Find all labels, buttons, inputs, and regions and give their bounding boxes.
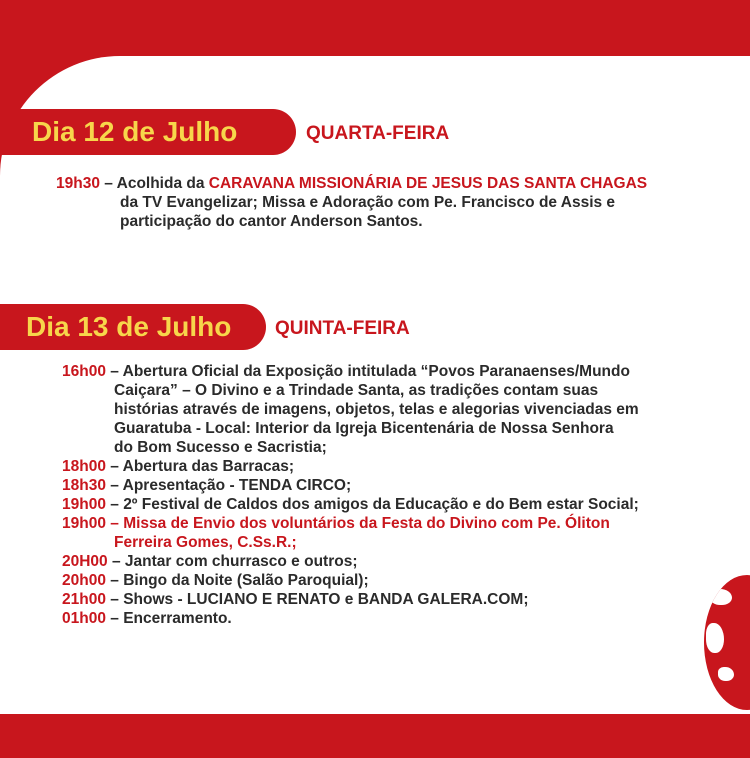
top-band: [0, 0, 750, 56]
event-text: 2º Festival de Caldos dos amigos da Educação e do Bem estar Social;: [123, 496, 639, 513]
event-text: Apresentação - TENDA CIRCO;: [122, 477, 352, 494]
event-time: 18h00: [62, 458, 106, 475]
bottom-band: [0, 714, 750, 758]
list-item: [62, 590, 742, 609]
event-text: Shows - LUCIANO E RENATO e BANDA GALERA.COM;: [123, 591, 529, 608]
list-item: [62, 362, 742, 457]
list-item: [62, 609, 742, 628]
event-text: Abertura Oficial da Exposição intitulada “Povos Paranaenses/Mundo: [122, 363, 630, 380]
event-time: 19h00: [62, 496, 106, 513]
event-line-2: Caiçara” – O Divino e a Trindade Santa, as tradições contam suas: [114, 382, 599, 399]
event-time: 18h30: [62, 477, 106, 494]
event-sep: –: [107, 553, 125, 570]
event-line-3: histórias através de imagens, objetos, telas e alegorias vivenciadas em: [114, 401, 639, 418]
day-1-event: [56, 174, 716, 231]
event-sep: –: [105, 496, 124, 513]
event-time: 01h00: [62, 610, 106, 627]
event-text: Jantar com churrasco e outros;: [124, 553, 358, 570]
event-line-2: Ferreira Gomes, C.Ss.R.;: [114, 534, 297, 551]
list-item: [62, 495, 742, 514]
list-item: [62, 457, 742, 476]
event-text: Abertura das Barracas;: [122, 458, 295, 475]
event-text: Missa de Envio dos voluntários da Festa do Divino com Pe. Óliton: [123, 515, 610, 532]
list-item: [62, 571, 742, 590]
list-item: [62, 476, 742, 495]
list-item: [62, 552, 742, 571]
event-sep: –: [105, 572, 124, 589]
event-sep: –: [105, 477, 123, 494]
event-line-5: do Bom Sucesso e Sacristia;: [114, 439, 327, 456]
event-text: Encerramento.: [123, 610, 232, 627]
day-2-date: Dia 13 de Julho: [26, 311, 232, 342]
event-time: 16h00: [62, 363, 106, 380]
event-text: Bingo da Noite (Salão Paroquial);: [123, 572, 369, 589]
day-1-pill: [0, 109, 296, 155]
event-sep: –: [105, 363, 123, 380]
day-2-weekday: QUINTA-FEIRA: [275, 318, 410, 339]
day-2-events: [62, 362, 742, 628]
event-sep: –: [99, 175, 117, 192]
event-time: 19h30: [56, 175, 100, 192]
event-text: Acolhida da: [116, 175, 209, 192]
event-line-2: da TV Evangelizar; Missa e Adoração com Pe. Francisco de Assis e: [120, 194, 616, 211]
day-1-date: Dia 12 de Julho: [32, 116, 238, 147]
day-2-pill: [0, 304, 266, 350]
event-highlight: CARAVANA MISSIONÁRIA DE JESUS DAS SANTA CHAGAS: [208, 175, 648, 192]
event-time: 21h00: [62, 591, 106, 608]
event-sep: –: [105, 515, 124, 532]
event-sep: –: [105, 610, 124, 627]
list-item: [62, 514, 742, 552]
event-time: 20h00: [62, 572, 106, 589]
event-sep: –: [105, 591, 124, 608]
event-line-3: participação do cantor Anderson Santos.: [120, 213, 423, 230]
event-line-4: Guaratuba - Local: Interior da Igreja Bicentenária de Nossa Senhora: [114, 420, 614, 437]
event-time: 19h00: [62, 515, 106, 532]
event-sep: –: [105, 458, 123, 475]
day-1-weekday: QUARTA-FEIRA: [306, 123, 450, 144]
event-time: 20H00: [62, 553, 108, 570]
